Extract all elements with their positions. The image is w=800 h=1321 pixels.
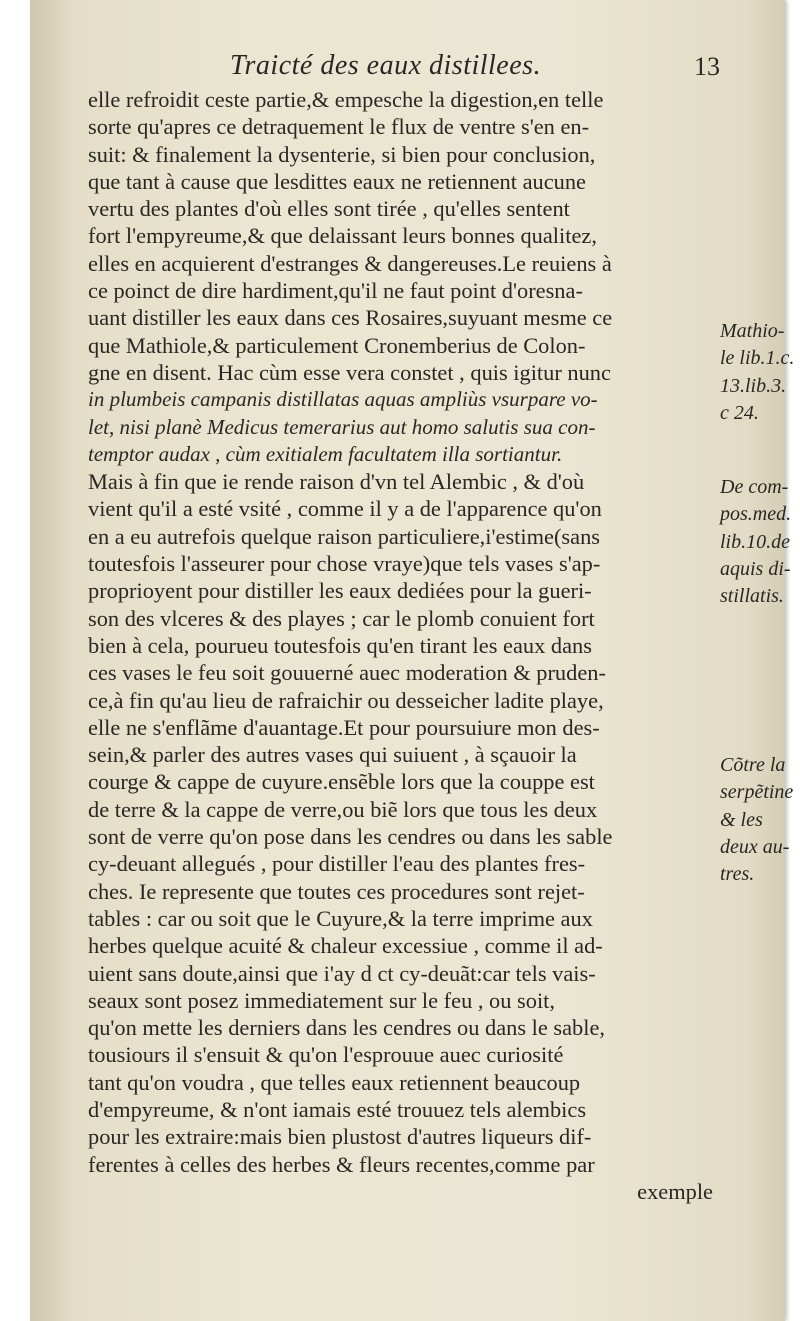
text-line: pour les extraire:mais bien plustost d'autres liqueurs dif- (88, 1124, 592, 1150)
margin-note-line: pos.med. (720, 503, 792, 526)
margin-note-de-compos (720, 474, 800, 610)
body-text (88, 86, 713, 1205)
text-line: ches. Ie represente que toutes ces procedures sont rejet- (88, 878, 585, 904)
margin-note-line: & les (720, 808, 763, 831)
text-line: de terre & la cappe de verre,ou biẽ lors que tous les deux (88, 796, 598, 822)
text-line: fort l'empyreume,& que delaissant leurs bonnes qualitez, (88, 223, 597, 249)
margin-note-line: De com- (720, 476, 789, 498)
text-line: d'empyreume, & n'ont iamais esté trouuez tels alembics (88, 1096, 587, 1122)
text-line: proprioyent pour distiller les eaux dediées pour la gueri- (88, 578, 592, 604)
text-line: cy-deuant allegués , pour distiller l'eau des plantes fres- (88, 851, 586, 877)
text-line: vient qu'il a esté vsité , comme il y a de l'apparence qu'on (88, 496, 602, 522)
text-line: tant qu'on voudra , que telles eaux retiennent beaucoup (88, 1069, 581, 1095)
text-line: seaux sont posez immediatement sur le feu , ou soit, (88, 987, 555, 1013)
text-line: uient sans doute,ainsi que i'ay d ct cy-deuãt:car tels vais- (88, 960, 596, 986)
margin-note-line: aquis di- (720, 557, 791, 580)
text-line: elle ne s'enflãme d'auantage.Et pour poursuiure mon des- (88, 714, 600, 740)
margin-note-line: tres. (720, 863, 755, 886)
margin-note-line: Mathio- (720, 320, 785, 342)
margin-note-line: serpẽtine (720, 781, 794, 804)
book-page (30, 0, 795, 1321)
margin-note-line: deux au- (720, 835, 790, 858)
margin-note-line: stillatis. (720, 585, 784, 608)
text-line: sein,& parler des autres vases qui suiuent , à sçauoir la (88, 742, 577, 768)
text-line: ces vases le feu soit gouuerné auec moderation & pruden- (88, 660, 606, 686)
running-header (200, 50, 720, 84)
margin-note-mathiole (720, 318, 800, 427)
text-line: gne en disent. Hac cùm esse vera constet , quis igitur nunc (88, 359, 611, 385)
text-line: bien à cela, pourueu toutesfois qu'en tirant les eaux dans (88, 632, 592, 658)
margin-note-line: c 24. (720, 401, 759, 424)
text-line: ferentes à celles des herbes & fleurs recentes,comme par (88, 1151, 595, 1177)
running-title: Traicté des eaux distillees. (230, 50, 542, 81)
page-number: 13 (694, 52, 720, 81)
text-line: en a eu autrefois quelque raison particuliere,i'estime(sans (88, 523, 600, 549)
latin-quote-line: in plumbeis campanis distillatas aquas ampliùs vsurpare vo- (88, 387, 598, 412)
margin-note-line: le lib.1.c. (720, 347, 795, 370)
text-line: ce,à fin qu'au lieu de rafraichir ou desseicher ladite playe, (88, 687, 604, 713)
margin-note-line: 13.lib.3. (720, 374, 787, 397)
margin-note-line: Cõtre la (720, 754, 786, 776)
catchword: exemple (637, 1178, 713, 1204)
text-line: sorte qu'apres ce detraquement le flux de ventre s'en en- (88, 114, 590, 140)
margin-note-line: lib.10.de (720, 530, 790, 553)
text-line: elle refroidit ceste partie,& empesche la digestion,en telle (88, 87, 604, 112)
text-line: vertu des plantes d'où elles sont tirée , qu'elles sentent (88, 196, 570, 222)
text-line: tousiours il s'ensuit & qu'on l'esprouue auec curiosité (88, 1042, 564, 1068)
text-line: ce poinct de dire hardiment,qu'il ne faut point d'oresna- (88, 278, 583, 304)
text-line: Mais à fin que ie rende raison d'vn tel Alembic , & d'où (88, 469, 585, 495)
text-line: qu'on mette les derniers dans les cendres ou dans le sable, (88, 1015, 605, 1041)
text-line: courge & cappe de cuyure.ensẽble lors que la couppe est (88, 769, 595, 795)
text-line: que tant à cause que lesdittes eaux ne retiennent aucune (88, 168, 586, 194)
text-line: son des vlceres & des playes ; car le plomb conuient fort (88, 605, 595, 631)
text-line: sont de verre qu'on pose dans les cendres ou dans les sable (88, 824, 613, 850)
text-line: que Mathiole,& particulement Cronemberius de Colon- (88, 332, 586, 358)
text-line: uant distiller les eaux dans ces Rosaires,suyuant mesme ce (88, 305, 613, 331)
margin-note-contre (720, 752, 800, 888)
text-line: elles en acquierent d'estranges & dangereuses.Le reuiens à (88, 250, 612, 276)
text-line: suit: & finalement la dysenterie, si bien pour conclusion, (88, 141, 596, 167)
text-line: toutesfois l'asseurer pour chose vraye)que tels vases s'ap- (88, 551, 601, 577)
latin-quote-line: temptor audax , cùm exitialem facultatem illa sortiantur. (88, 441, 563, 466)
latin-quote-line: let, nisi planè Medicus temerarius aut homo salutis sua con- (88, 414, 596, 439)
text-line: tables : car ou soit que le Cuyure,& la terre imprime aux (88, 905, 593, 931)
text-line: herbes quelque acuité & chaleur excessiue , comme il ad- (88, 933, 603, 959)
